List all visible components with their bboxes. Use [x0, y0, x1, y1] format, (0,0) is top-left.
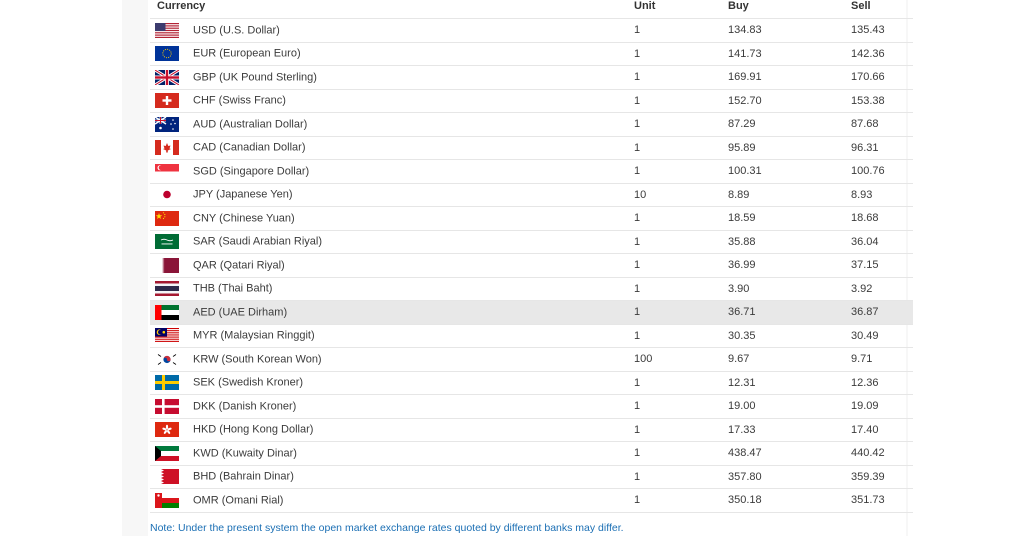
buy-rate-cell: 95.89 [728, 136, 851, 160]
sell-rate-cell: 37.15 [851, 254, 913, 278]
buy-rate-cell: 36.99 [728, 254, 851, 278]
unit-cell: 1 [634, 489, 728, 513]
header-unit: Unit [634, 0, 728, 19]
unit-cell: 1 [634, 465, 728, 489]
sweden-flag-icon [155, 375, 179, 390]
currency-cell [150, 254, 634, 278]
buy-rate-cell: 152.70 [728, 89, 851, 113]
table-row [150, 66, 913, 90]
currency-label: AUD (Australian Dollar) [193, 118, 308, 131]
buy-rate-cell: 17.33 [728, 418, 851, 442]
currency-cell [150, 465, 634, 489]
currency-label: GBP (UK Pound Sterling) [193, 71, 317, 84]
table-row [150, 277, 913, 301]
currency-cell [150, 19, 634, 43]
unit-cell: 1 [634, 395, 728, 419]
currency-cell [150, 66, 634, 90]
table-header-row [150, 0, 913, 19]
hong-kong-flag-icon [155, 422, 179, 437]
unit-cell: 1 [634, 277, 728, 301]
sell-rate-cell: 359.39 [851, 465, 913, 489]
currency-label: KRW (South Korean Won) [193, 353, 322, 366]
sell-rate-cell: 170.66 [851, 66, 913, 90]
sell-rate-cell: 135.43 [851, 19, 913, 43]
table-row [150, 489, 913, 513]
buy-rate-cell: 9.67 [728, 348, 851, 372]
currency-cell [150, 207, 634, 231]
buy-rate-cell: 438.47 [728, 442, 851, 466]
sell-rate-cell: 3.92 [851, 277, 913, 301]
malaysia-flag-icon [155, 328, 179, 343]
currency-label: SEK (Swedish Kroner) [193, 376, 304, 389]
buy-rate-cell: 35.88 [728, 230, 851, 254]
table-row [150, 207, 913, 231]
buy-rate-cell: 19.00 [728, 395, 851, 419]
table-row [150, 418, 913, 442]
table-row [150, 324, 913, 348]
table-row [150, 395, 913, 419]
currency-label: QAR (Qatari Riyal) [193, 259, 285, 272]
buy-rate-cell: 30.35 [728, 324, 851, 348]
sell-rate-cell: 9.71 [851, 348, 913, 372]
eu-flag-icon [155, 46, 179, 61]
usa-flag-icon [155, 23, 179, 38]
unit-cell: 1 [634, 371, 728, 395]
sell-rate-cell: 100.76 [851, 160, 913, 184]
currency-label: MYR (Malaysian Ringgit) [193, 329, 315, 342]
exchange-rate-table [150, 0, 913, 513]
canada-flag-icon [155, 140, 179, 155]
buy-rate-cell: 169.91 [728, 66, 851, 90]
unit-cell: 1 [634, 301, 728, 325]
currency-cell [150, 418, 634, 442]
currency-label: CNY (Chinese Yuan) [193, 212, 295, 225]
buy-rate-cell: 87.29 [728, 113, 851, 137]
table-row [150, 136, 913, 160]
buy-rate-cell: 8.89 [728, 183, 851, 207]
currency-cell [150, 442, 634, 466]
currency-cell [150, 348, 634, 372]
currency-cell [150, 160, 634, 184]
currency-label: CAD (Canadian Dollar) [193, 141, 306, 154]
buy-rate-cell: 36.71 [728, 301, 851, 325]
table-row [150, 89, 913, 113]
currency-cell [150, 42, 634, 66]
sell-rate-cell: 17.40 [851, 418, 913, 442]
header-currency: Currency [150, 0, 634, 19]
sell-rate-cell: 96.31 [851, 136, 913, 160]
unit-cell: 1 [634, 66, 728, 90]
exchange-rate-note: Note: Under the present system the open market exchange rates quoted by different banks may differ. [150, 522, 624, 534]
sell-rate-cell: 87.68 [851, 113, 913, 137]
currency-cell [150, 113, 634, 137]
bahrain-flag-icon [155, 469, 179, 484]
uk-flag-icon [155, 70, 179, 85]
currency-label: HKD (Hong Kong Dollar) [193, 423, 314, 436]
uae-flag-icon [155, 305, 179, 320]
saudi-arabia-flag-icon [155, 234, 179, 249]
currency-label: EUR (European Euro) [193, 47, 301, 60]
unit-cell: 1 [634, 418, 728, 442]
currency-cell [150, 136, 634, 160]
sell-rate-cell: 12.36 [851, 371, 913, 395]
currency-cell [150, 489, 634, 513]
header-sell: Sell [851, 0, 913, 19]
unit-cell: 1 [634, 324, 728, 348]
currency-cell [150, 371, 634, 395]
currency-label: SGD (Singapore Dollar) [193, 165, 310, 178]
buy-rate-cell: 350.18 [728, 489, 851, 513]
thailand-flag-icon [155, 281, 179, 296]
table-row [150, 465, 913, 489]
currency-cell [150, 89, 634, 113]
sell-rate-cell: 18.68 [851, 207, 913, 231]
buy-rate-cell: 12.31 [728, 371, 851, 395]
qatar-flag-icon [155, 258, 179, 273]
unit-cell: 1 [634, 207, 728, 231]
table-row [150, 371, 913, 395]
unit-cell: 1 [634, 160, 728, 184]
table-row [150, 160, 913, 184]
currency-cell [150, 301, 634, 325]
table-row [150, 442, 913, 466]
unit-cell: 1 [634, 42, 728, 66]
unit-cell: 100 [634, 348, 728, 372]
singapore-flag-icon [155, 164, 179, 179]
currency-cell [150, 277, 634, 301]
buy-rate-cell: 3.90 [728, 277, 851, 301]
table-row [150, 301, 913, 325]
japan-flag-icon [155, 187, 179, 202]
currency-label: BHD (Bahrain Dinar) [193, 470, 294, 483]
unit-cell: 10 [634, 183, 728, 207]
currency-label: DKK (Danish Kroner) [193, 400, 297, 413]
kuwait-flag-icon [155, 446, 179, 461]
switzerland-flag-icon [155, 93, 179, 108]
currency-cell [150, 395, 634, 419]
unit-cell: 1 [634, 19, 728, 43]
currency-label: THB (Thai Baht) [193, 282, 273, 295]
sell-rate-cell: 153.38 [851, 89, 913, 113]
australia-flag-icon [155, 117, 179, 132]
buy-rate-cell: 141.73 [728, 42, 851, 66]
south-korea-flag-icon [155, 352, 179, 367]
table-row [150, 230, 913, 254]
sell-rate-cell: 36.87 [851, 301, 913, 325]
table-row [150, 19, 913, 43]
unit-cell: 1 [634, 230, 728, 254]
table-row [150, 42, 913, 66]
unit-cell: 1 [634, 442, 728, 466]
unit-cell: 1 [634, 89, 728, 113]
buy-rate-cell: 18.59 [728, 207, 851, 231]
sell-rate-cell: 142.36 [851, 42, 913, 66]
currency-cell [150, 230, 634, 254]
buy-rate-cell: 134.83 [728, 19, 851, 43]
table-row [150, 113, 913, 137]
currency-label: SAR (Saudi Arabian Riyal) [193, 235, 323, 248]
unit-cell: 1 [634, 113, 728, 137]
china-flag-icon [155, 211, 179, 226]
currency-label: KWD (Kuwaity Dinar) [193, 447, 297, 460]
header-buy: Buy [728, 0, 851, 19]
sell-rate-cell: 8.93 [851, 183, 913, 207]
denmark-flag-icon [155, 399, 179, 414]
currency-cell [150, 183, 634, 207]
currency-cell [150, 324, 634, 348]
buy-rate-cell: 100.31 [728, 160, 851, 184]
unit-cell: 1 [634, 136, 728, 160]
sell-rate-cell: 36.04 [851, 230, 913, 254]
buy-rate-cell: 357.80 [728, 465, 851, 489]
currency-label: JPY (Japanese Yen) [193, 188, 293, 201]
unit-cell: 1 [634, 254, 728, 278]
sell-rate-cell: 19.09 [851, 395, 913, 419]
table-row [150, 348, 913, 372]
sell-rate-cell: 440.42 [851, 442, 913, 466]
currency-label: OMR (Omani Rial) [193, 494, 284, 507]
currency-label: CHF (Swiss Franc) [193, 94, 286, 107]
table-row [150, 183, 913, 207]
currency-label: AED (UAE Dirham) [193, 306, 288, 319]
currency-label: USD (U.S. Dollar) [193, 24, 280, 37]
sell-rate-cell: 30.49 [851, 324, 913, 348]
oman-flag-icon [155, 493, 179, 508]
sell-rate-cell: 351.73 [851, 489, 913, 513]
table-row [150, 254, 913, 278]
